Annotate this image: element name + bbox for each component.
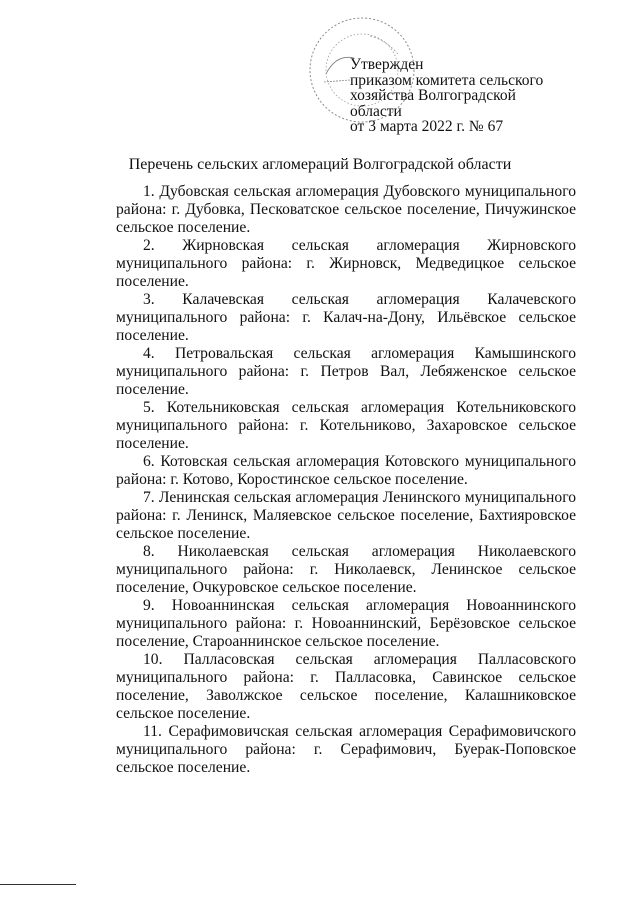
list-item: 2. Жирновская сельская агломерация Жирновского муниципального района: г. Жирновск, Медведицкое сельское поселение. [116, 237, 576, 290]
list-item: 5. Котельниковская сельская агломерация Котельниковского муниципального района: г. Котельниково, Захаровское сельское поселение. [116, 399, 576, 452]
footer-divider [0, 884, 76, 885]
approval-line: приказом комитета сельского [350, 71, 544, 89]
list-item: 10. Палласовская сельская агломерация Палласовского муниципального района: г. Палласовка, Савинское сельское поселение, Заволжское сельское поселение, Калашниковское сельское поселение. [116, 651, 576, 722]
list-item: 7. Ленинская сельская агломерация Ленинского муниципального района: г. Ленинск, Маляевское сельское поселение, Бахтияровское сельское поселение. [116, 489, 576, 542]
document-title: Перечень сельских агломераций Волгоградской области [128, 156, 512, 173]
approval-line: от 3 марта 2022 г. № 67 [350, 118, 504, 135]
list-item: 9. Новоаннинская сельская агломерация Новоаннинского муниципального района: г. Новоаннинский, Берёзовское сельское поселение, Староаннинское сельское поселение. [116, 597, 576, 650]
list-item: 8. Николаевская сельская агломерация Николаевского муниципального района: г. Николаевск, Ленинское сельское поселение, Очкуровское сельское поселение. [116, 543, 576, 596]
list-item: 4. Петровальская сельская агломерация Камышинского муниципального района: г. Петров Вал, Лебяженское сельское поселение. [116, 345, 576, 398]
approval-line: хозяйства Волгоградской [350, 87, 516, 104]
agglomeration-list [116, 183, 576, 777]
list-item: 3. Калачевская сельская агломерация Калачевского муниципального района: г. Калач-на-Дону, Ильёвское сельское поселение. [116, 291, 576, 344]
list-item: 6. Котовская сельская агломерация Котовского муниципального района: г. Котово, Коростинское сельское поселение. [116, 453, 576, 488]
list-item: 11. Серафимовичская сельская агломерация Серафимовичского муниципального района: г. Серафимович, Буерак-Поповское сельское поселение. [116, 723, 576, 776]
approval-block [350, 57, 580, 135]
list-item: 1. Дубовская сельская агломерация Дубовского муниципального района: г. Дубовка, Песковатское сельское поселение, Пичужинское сельское поселение. [116, 183, 576, 236]
approval-line: Утвержден [350, 56, 424, 73]
approval-line: области [350, 102, 402, 120]
